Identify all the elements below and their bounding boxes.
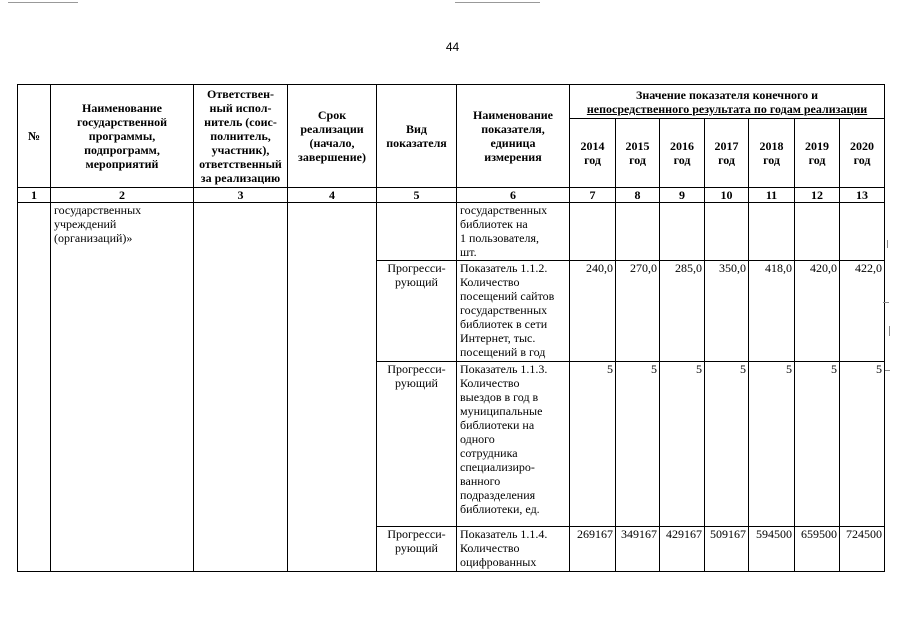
cell-value: 270,0 — [616, 261, 660, 362]
column-number: 2 — [51, 188, 194, 203]
column-number: 13 — [840, 188, 885, 203]
scan-margin-marks — [881, 240, 901, 380]
cell-value: 5 — [570, 362, 616, 527]
header-indicator-type: Вид показателя — [377, 85, 457, 188]
cell-program-name: государственных учреждений (организаций)» — [51, 203, 194, 572]
column-number: 1 — [18, 188, 51, 203]
header-year: 2018 год — [749, 119, 795, 188]
column-number: 10 — [705, 188, 749, 203]
column-number: 8 — [616, 188, 660, 203]
cell-value — [705, 203, 749, 261]
cell-value: 429167 — [660, 527, 705, 572]
top-rule-right — [455, 2, 540, 3]
cell-value: 5 — [616, 362, 660, 527]
cell-value: 5 — [795, 362, 840, 527]
cell-value: 724500 — [840, 527, 885, 572]
cell-value: 350,0 — [705, 261, 749, 362]
cell-value — [749, 203, 795, 261]
cell-number — [18, 203, 51, 572]
column-number: 9 — [660, 188, 705, 203]
cell-value: 594500 — [749, 527, 795, 572]
cell-indicator-name: государственных библиотек на 1 пользователя, шт. — [457, 203, 570, 261]
header-row-1 — [18, 85, 885, 119]
cell-value: 422,0 — [840, 261, 885, 362]
column-number: 4 — [288, 188, 377, 203]
cell-indicator-type — [377, 203, 457, 261]
cell-value: 269167 — [570, 527, 616, 572]
header-number: № — [18, 85, 51, 188]
cell-indicator-type: Прогресси- рующий — [377, 527, 457, 572]
cell-value: 5 — [705, 362, 749, 527]
cell-value — [570, 203, 616, 261]
header-values-group — [570, 85, 885, 119]
column-number-row — [18, 188, 885, 203]
column-number: 3 — [194, 188, 288, 203]
cell-value: 5 — [749, 362, 795, 527]
cell-value — [660, 203, 705, 261]
column-number: 5 — [377, 188, 457, 203]
cell-value: 5 — [840, 362, 885, 527]
cell-value: 285,0 — [660, 261, 705, 362]
cell-value: 509167 — [705, 527, 749, 572]
header-program-name: Наименование государственной программы, подпрограмм, мероприятий — [51, 85, 194, 188]
cell-value — [616, 203, 660, 261]
cell-indicator-type: Прогресси- рующий — [377, 261, 457, 362]
cell-responsible — [194, 203, 288, 572]
header-year: 2014 год — [570, 119, 616, 188]
header-year: 2019 год — [795, 119, 840, 188]
header-indicator-name: Наименование показателя, единица измерения — [457, 85, 570, 188]
values-group-line2: непосредственного результата по годам реализации — [586, 101, 868, 116]
values-group-line1: Значение показателя конечного и — [635, 87, 819, 102]
cell-indicator-name: Показатель 1.1.4. Количество оцифрованных — [457, 527, 570, 572]
cell-indicator-type: Прогресси- рующий — [377, 362, 457, 527]
page-number: 44 — [445, 40, 460, 54]
cell-indicator-name: Показатель 1.1.2. Количество посещений сайтов государственных библиотек в сети Интернет, тыс. посещений в год — [457, 261, 570, 362]
cell-value: 349167 — [616, 527, 660, 572]
header-year: 2015 год — [616, 119, 660, 188]
cell-value: 418,0 — [749, 261, 795, 362]
cell-value: 5 — [660, 362, 705, 527]
column-number: 11 — [749, 188, 795, 203]
cell-value: 420,0 — [795, 261, 840, 362]
header-year: 2016 год — [660, 119, 705, 188]
table-row-continued — [18, 203, 885, 261]
header-year: 2020 год — [840, 119, 885, 188]
cell-value — [795, 203, 840, 261]
header-year: 2017 год — [705, 119, 749, 188]
cell-value — [840, 203, 885, 261]
indicators-table — [17, 84, 885, 572]
column-number: 12 — [795, 188, 840, 203]
top-rule-left — [8, 2, 78, 3]
cell-term — [288, 203, 377, 572]
header-responsible: Ответствен- ный испол- нитель (соис- полнитель, участник), ответственный за реализацию — [194, 85, 288, 188]
header-term: Срок реализации (начало, завершение) — [288, 85, 377, 188]
column-number: 6 — [457, 188, 570, 203]
cell-value: 659500 — [795, 527, 840, 572]
cell-value: 240,0 — [570, 261, 616, 362]
column-number: 7 — [570, 188, 616, 203]
cell-indicator-name: Показатель 1.1.3. Количество выездов в год в муниципальные библиотеки на одного сотрудника специализиро- ванного подразделения библиотеки, ед. — [457, 362, 570, 527]
